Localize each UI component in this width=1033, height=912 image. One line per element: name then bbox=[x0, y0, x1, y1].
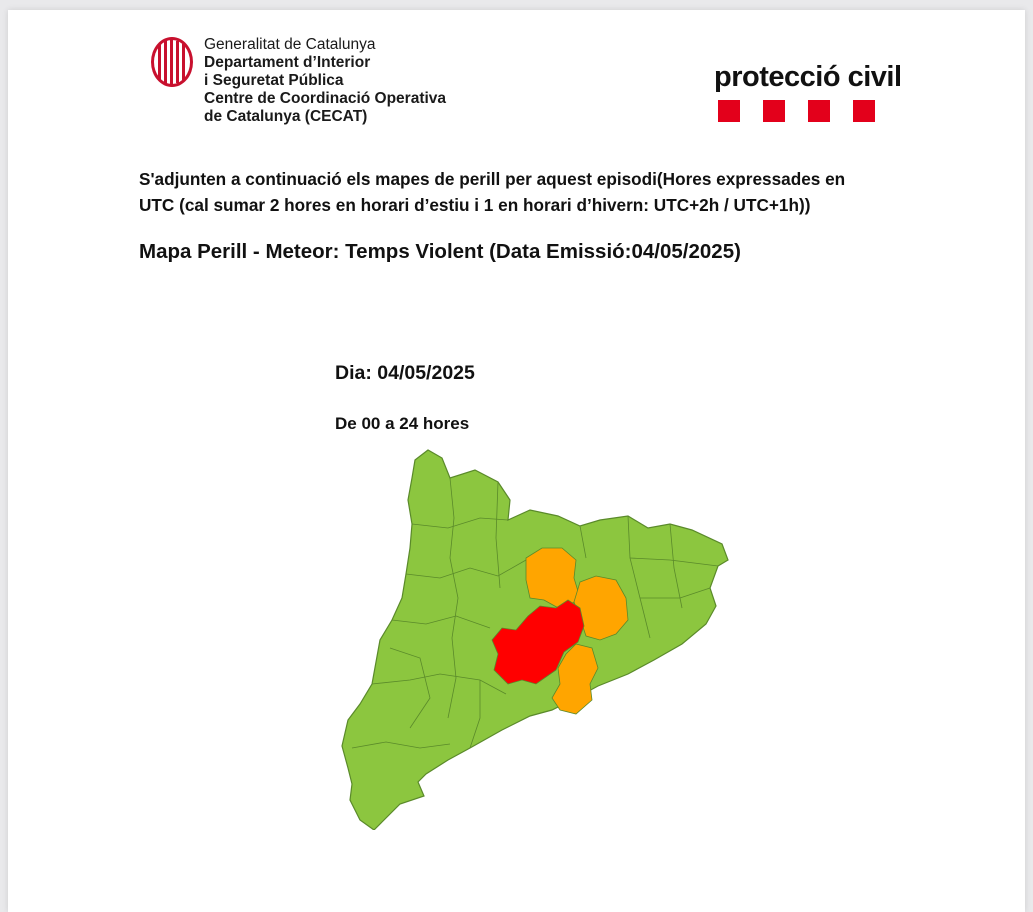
org-line-4: Centre de Coordinació Operativa bbox=[204, 90, 447, 107]
brand-squares bbox=[718, 100, 902, 122]
intro-paragraph bbox=[139, 166, 929, 218]
brand-square bbox=[763, 100, 785, 122]
org-line-3: i Seguretat Pública bbox=[204, 72, 344, 89]
org-line-1: Generalitat de Catalunya bbox=[204, 36, 376, 53]
gencat-logo-block bbox=[150, 36, 446, 126]
day-label: Dia: 04/05/2025 bbox=[335, 362, 475, 384]
brand-title: protecció civil bbox=[714, 61, 902, 93]
brand-square bbox=[853, 100, 875, 122]
org-line-5: de Catalunya (CECAT) bbox=[204, 108, 368, 125]
brand-square bbox=[808, 100, 830, 122]
catalonia-hazard-map bbox=[330, 448, 730, 830]
intro-line-2: UTC (cal sumar 2 hores en horari d’estiu i 1 en horari d’hivern: UTC+2h / UTC+1h)) bbox=[139, 195, 811, 215]
map-title: Mapa Perill - Meteor: Temps Violent (Data Emissió:04/05/2025) bbox=[139, 240, 741, 263]
catalonia-shield-icon bbox=[150, 36, 194, 88]
org-line-2: Departament d’Interior bbox=[204, 54, 371, 71]
document-page bbox=[8, 10, 1025, 912]
proteccio-civil-logo bbox=[714, 62, 902, 122]
intro-line-1: S'adjunten a continuació els mapes de perill per aquest episodi(Hores expressades en bbox=[139, 169, 846, 189]
brand-square bbox=[718, 100, 740, 122]
hours-label: De 00 a 24 hores bbox=[335, 414, 470, 433]
